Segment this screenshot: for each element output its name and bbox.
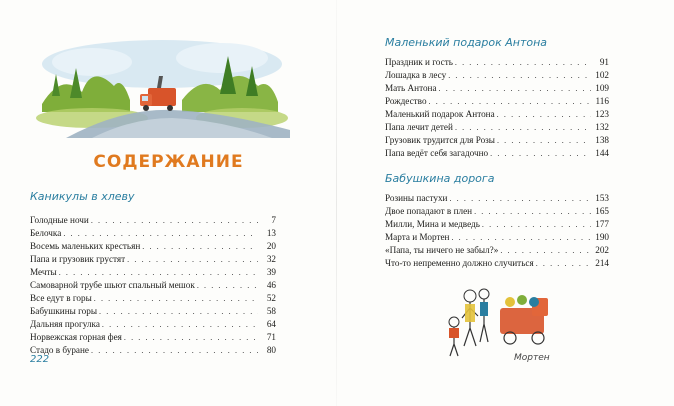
section-title-anton-gift: Маленький подарок Антона [385,36,548,49]
toc-leader [429,95,591,108]
toc-entry-title: Лошадка в лесу [385,70,447,80]
toc-list-left [30,214,276,357]
family-with-truck-drawing [440,282,570,368]
toc-entry-page: 64 [266,319,276,329]
toc-entry-page: 32 [266,254,276,264]
toc-entry[interactable] [385,56,609,69]
toc-entry[interactable] [385,231,609,244]
toc-leader [490,147,591,160]
toc-entry[interactable] [30,214,276,227]
section-title-holidays: Каникулы в хлеву [30,190,135,203]
toc-leader [439,82,591,95]
toc-leader [536,257,591,270]
toc-entry-title: Розины пастухи [385,193,448,203]
toc-entry-page: 91 [599,57,609,67]
toc-entry[interactable] [385,192,609,205]
toc-entry-title: «Папа, ты ничего не забыл?» [385,245,499,255]
toc-entry[interactable] [30,331,276,344]
toc-entry-title: Папа лечит детей [385,122,453,132]
toc-leader [197,279,258,292]
toc-leader [482,218,591,231]
toc-entry-page: 46 [266,280,276,290]
toc-entry[interactable] [30,344,276,357]
toc-leader [455,56,591,69]
toc-entry-title: Марта и Мортен [385,232,450,242]
toc-entry[interactable] [385,205,609,218]
toc-entry[interactable] [385,95,609,108]
toc-entry-page: 144 [595,148,609,158]
toc-entry-page: 80 [266,345,276,355]
toc-entry-title: Мать Антона [385,83,437,93]
toc-entry-page: 52 [266,293,276,303]
toc-entry-page: 116 [595,96,609,106]
toc-entry-page: 39 [266,267,276,277]
toc-leader [448,69,591,82]
toc-entry-title: Самоварной трубе шьют спальный мешок [30,280,195,290]
toc-list-right-2 [385,192,609,270]
toc-entry-title: Восемь маленьких крестьян [30,241,141,251]
toc-entry[interactable] [30,266,276,279]
toc-entry-page: 190 [595,232,609,242]
toc-entry[interactable] [385,121,609,134]
toc-entry-page: 58 [266,306,276,316]
toc-leader [142,240,258,253]
toc-entry-title: Папа ведёт себя загадочно [385,148,489,158]
toc-entry[interactable] [385,244,609,257]
toc-entry-title: Голодные ночи [30,215,89,225]
toc-leader [99,305,258,318]
toc-list-right-1 [385,56,609,160]
toc-entry[interactable] [385,134,609,147]
toc-entry-page: 7 [271,215,276,225]
toc-leader [497,108,591,121]
toc-entry[interactable] [30,240,276,253]
page-number: 222 [30,354,50,365]
toc-entry[interactable] [385,218,609,231]
toc-entry-title: Белочка [30,228,62,238]
toc-leader [451,231,591,244]
toc-entry[interactable] [30,279,276,292]
toc-entry-page: 138 [595,135,609,145]
toc-leader [449,192,591,205]
toc-leader [59,266,258,279]
toc-entry[interactable] [30,318,276,331]
toc-entry-page: 202 [595,245,609,255]
toc-leader [455,121,591,134]
toc-entry-title: Норвежская горная фея [30,332,122,342]
toc-entry[interactable] [385,257,609,270]
toc-entry-page: 177 [595,219,609,229]
toc-entry-page: 102 [595,70,609,80]
toc-entry-page: 132 [595,122,609,132]
toc-entry-title: Праздник и гость [385,57,453,67]
toc-entry-title: Милли, Мина и медведь [385,219,480,229]
toc-entry[interactable] [385,147,609,160]
toc-entry[interactable] [30,227,276,240]
toc-entry[interactable] [385,82,609,95]
toc-entry-page: 214 [595,258,609,268]
toc-entry-title: Рождество [385,96,427,106]
toc-entry-title: Двое попадают в плен [385,206,473,216]
toc-leader [94,292,258,305]
truck-on-road-illustration [22,34,290,138]
toc-leader [497,134,591,147]
toc-entry-title: Грузовик трудится для Розы [385,135,495,145]
toc-entry-title: Маленький подарок Антона [385,109,495,119]
toc-entry-page: 109 [595,83,609,93]
toc-entry-title: Дальняя прогулка [30,319,100,329]
toc-entry[interactable] [30,253,276,266]
section-title-grandma-road: Бабушкина дорога [385,172,495,185]
toc-leader [127,253,258,266]
toc-leader [91,344,258,357]
toc-entry-page: 20 [266,241,276,251]
toc-entry-title: Что-то непременно должно случиться [385,258,534,268]
toc-entry[interactable] [30,292,276,305]
toc-entry-page: 123 [595,109,609,119]
contents-title: СОДЕРЖАНИЕ [93,152,244,172]
toc-leader [91,214,258,227]
toc-entry[interactable] [30,305,276,318]
toc-leader [102,318,258,331]
toc-entry-page: 13 [266,228,276,238]
toc-entry-title: Папа и грузовик грустят [30,254,126,264]
toc-entry-page: 153 [595,193,609,203]
toc-leader [124,331,258,344]
toc-entry-title: Мечты [30,267,57,277]
toc-entry[interactable] [385,108,609,121]
toc-entry-page: 165 [595,206,609,216]
toc-entry-title: Все едут в горы [30,293,92,303]
toc-entry[interactable] [385,69,609,82]
toc-leader [63,227,258,240]
toc-entry-title: Бабушкины горы [30,306,98,316]
signature-text: Мортен [514,353,550,363]
toc-entry-page: 71 [266,332,276,342]
toc-leader [500,244,591,257]
toc-leader [474,205,591,218]
toc-entry-title: Стадо в буране [30,345,89,355]
